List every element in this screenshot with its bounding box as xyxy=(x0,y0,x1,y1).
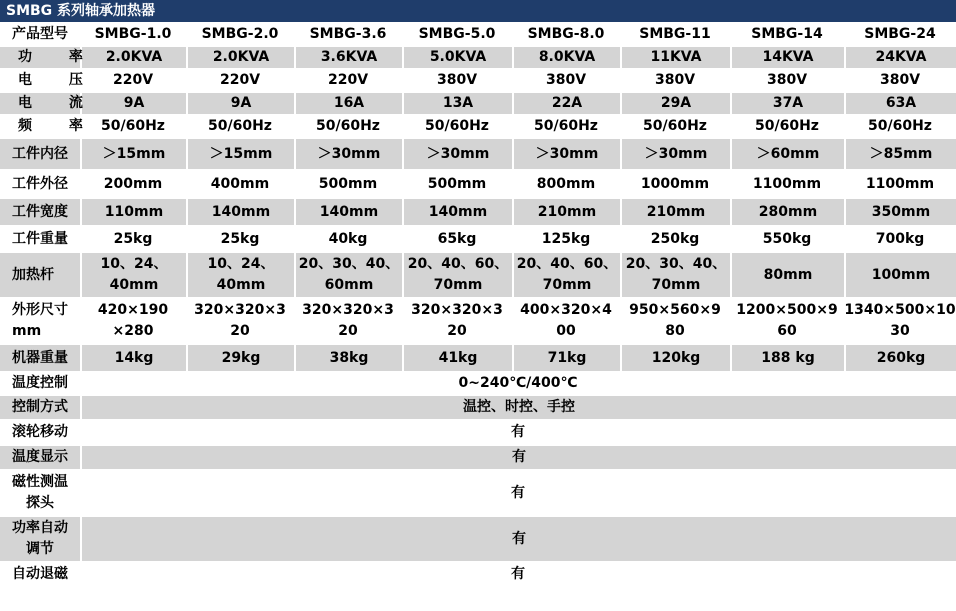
row-label: 电 流 xyxy=(0,93,80,114)
cell-line: 950×560×9 xyxy=(629,302,721,318)
table-cell xyxy=(512,253,620,297)
table-cell: 380V xyxy=(620,70,730,91)
cell-line: 320×320×3 xyxy=(302,302,394,318)
table-cell: 9A xyxy=(186,93,294,114)
row-label: 工件内径 xyxy=(0,139,80,169)
cell-line: 40mm xyxy=(216,277,266,293)
table-cell: 700kg xyxy=(844,227,956,251)
table-cell xyxy=(186,299,294,343)
table-row xyxy=(0,47,956,68)
table-cell: ＞85mm xyxy=(844,139,956,169)
cell-line: 20、30、40、 xyxy=(298,256,400,272)
table-cell: 50/60Hz xyxy=(730,116,844,137)
table-cell: 400mm xyxy=(186,171,294,197)
row-label xyxy=(0,471,80,515)
table-cell: 有 xyxy=(80,421,956,444)
table-cell: 220V xyxy=(186,70,294,91)
row-label: 工件外径 xyxy=(0,171,80,197)
table-cell xyxy=(512,299,620,343)
label-line: 调节 xyxy=(26,541,54,557)
table-cell: 110mm xyxy=(80,199,186,225)
cell-line: 20 xyxy=(338,323,358,339)
model-cell: SMBG-5.0 xyxy=(402,24,512,45)
row-label: 工件宽度 xyxy=(0,199,80,225)
row-label: 滚轮移动 xyxy=(0,421,80,444)
table-cell: 50/60Hz xyxy=(844,116,956,137)
table-cell: 16A xyxy=(294,93,402,114)
table-cell: 210mm xyxy=(512,199,620,225)
table-cell: ＞15mm xyxy=(80,139,186,169)
row-label: 电 压 xyxy=(0,70,80,91)
table-cell xyxy=(402,253,512,297)
cell-line: 1200×500×9 xyxy=(736,302,838,318)
table-cell: ＞60mm xyxy=(730,139,844,169)
cell-line: ×280 xyxy=(112,323,154,339)
model-cell: SMBG-3.6 xyxy=(294,24,402,45)
table-cell: 350mm xyxy=(844,199,956,225)
table-cell: 37A xyxy=(730,93,844,114)
table-cell: ＞30mm xyxy=(294,139,402,169)
cell-line: 40mm xyxy=(109,277,159,293)
table-row xyxy=(0,446,956,469)
cell-line: 10、24、 xyxy=(100,256,168,272)
cell-line: 1340×500×10 xyxy=(844,302,956,318)
table-cell: 2.0KVA xyxy=(186,47,294,68)
table-cell: 220V xyxy=(294,70,402,91)
label-line: 外形尺寸 xyxy=(12,302,68,318)
table-cell xyxy=(844,299,956,343)
table-cell: 140mm xyxy=(402,199,512,225)
table-cell xyxy=(80,253,186,297)
cell-line: 60 xyxy=(777,323,797,339)
table-cell: 188 kg xyxy=(730,345,844,371)
row-label: 频 率 xyxy=(0,116,80,137)
cell-line: 320×320×3 xyxy=(194,302,286,318)
table-cell: 1000mm xyxy=(620,171,730,197)
table-row xyxy=(0,517,956,561)
table-cell xyxy=(844,253,956,297)
table-cell: 65kg xyxy=(402,227,512,251)
table-cell: 120kg xyxy=(620,345,730,371)
table-row xyxy=(0,471,956,515)
table-cell: 280mm xyxy=(730,199,844,225)
table-cell: 14KVA xyxy=(730,47,844,68)
table-row xyxy=(0,227,956,251)
row-label: 工件重量 xyxy=(0,227,80,251)
cell-line: 70mm xyxy=(433,277,483,293)
table-row xyxy=(0,116,956,137)
table-row xyxy=(0,253,956,297)
row-label xyxy=(0,517,80,561)
label-line: mm xyxy=(12,323,42,339)
table-cell: 2.0KVA xyxy=(80,47,186,68)
table-cell: 25kg xyxy=(186,227,294,251)
cell-line: 80mm xyxy=(763,266,813,283)
table-cell: 有 xyxy=(80,517,956,561)
table-cell: 41kg xyxy=(402,345,512,371)
cell-line: 20 xyxy=(447,323,467,339)
table-cell: 11KVA xyxy=(620,47,730,68)
cell-line: 80 xyxy=(665,323,685,339)
table-cell: 9A xyxy=(80,93,186,114)
table-cell: 3.6KVA xyxy=(294,47,402,68)
row-label: 自动退磁 xyxy=(0,563,80,586)
table-cell xyxy=(294,299,402,343)
table-cell: 29A xyxy=(620,93,730,114)
table-cell: 50/60Hz xyxy=(294,116,402,137)
row-label xyxy=(0,299,80,343)
table-row xyxy=(0,563,956,586)
table-cell: 8.0KVA xyxy=(512,47,620,68)
cell-line: 20、40、60、 xyxy=(407,256,509,272)
table-cell xyxy=(730,299,844,343)
table-cell: 200mm xyxy=(80,171,186,197)
table-title: SMBG 系列轴承加热器 xyxy=(0,0,956,22)
model-cell: SMBG-2.0 xyxy=(186,24,294,45)
table-cell: 380V xyxy=(512,70,620,91)
label-line: 探头 xyxy=(26,495,54,511)
table-cell xyxy=(80,299,186,343)
header-label: 产品型号 xyxy=(0,24,80,45)
spec-table xyxy=(0,22,956,588)
table-cell xyxy=(294,253,402,297)
cell-line: 10、24、 xyxy=(207,256,275,272)
row-label: 加热杆 xyxy=(0,253,80,297)
table-cell: 50/60Hz xyxy=(80,116,186,137)
table-cell: ＞15mm xyxy=(186,139,294,169)
table-row xyxy=(0,421,956,444)
table-cell: 380V xyxy=(844,70,956,91)
model-cell: SMBG-8.0 xyxy=(512,24,620,45)
table-cell: 63A xyxy=(844,93,956,114)
table-row xyxy=(0,93,956,114)
table-cell: 140mm xyxy=(186,199,294,225)
table-cell xyxy=(620,299,730,343)
row-label: 温度控制 xyxy=(0,373,80,394)
table-row xyxy=(0,199,956,225)
table-cell: 260kg xyxy=(844,345,956,371)
table-cell: 0~240℃/400℃ xyxy=(80,373,956,394)
table-cell: 1100mm xyxy=(730,171,844,197)
table-row xyxy=(0,70,956,91)
table-row xyxy=(0,299,956,343)
table-cell: 25kg xyxy=(80,227,186,251)
table-cell: ＞30mm xyxy=(402,139,512,169)
table-cell xyxy=(620,253,730,297)
table-row xyxy=(0,171,956,197)
table-cell: 550kg xyxy=(730,227,844,251)
table-cell: 有 xyxy=(80,563,956,586)
cell-line: 30 xyxy=(890,323,910,339)
table-cell: 800mm xyxy=(512,171,620,197)
table-row xyxy=(0,139,956,169)
table-cell: 140mm xyxy=(294,199,402,225)
cell-line: 00 xyxy=(556,323,576,339)
table-row xyxy=(0,345,956,371)
table-cell xyxy=(186,253,294,297)
table-cell: 125kg xyxy=(512,227,620,251)
table-cell: 24KVA xyxy=(844,47,956,68)
table-cell: 380V xyxy=(402,70,512,91)
table-cell: 250kg xyxy=(620,227,730,251)
table-cell: 380V xyxy=(730,70,844,91)
table-cell: 40kg xyxy=(294,227,402,251)
table-cell: 22A xyxy=(512,93,620,114)
row-label: 功 率 xyxy=(0,47,80,68)
table-cell: 14kg xyxy=(80,345,186,371)
header-row xyxy=(0,24,956,45)
cell-line: 60mm xyxy=(324,277,374,293)
table-cell: 500mm xyxy=(294,171,402,197)
cell-line: 20 xyxy=(230,323,250,339)
table-cell: 71kg xyxy=(512,345,620,371)
table-cell: 50/60Hz xyxy=(402,116,512,137)
row-label: 温度显示 xyxy=(0,446,80,469)
table-cell xyxy=(402,299,512,343)
table-cell: 13A xyxy=(402,93,512,114)
table-cell: 5.0KVA xyxy=(402,47,512,68)
cell-line: 320×320×3 xyxy=(411,302,503,318)
table-row xyxy=(0,396,956,419)
table-cell: ＞30mm xyxy=(512,139,620,169)
cell-line: 20、40、60、 xyxy=(516,256,618,272)
model-cell: SMBG-14 xyxy=(730,24,844,45)
cell-line: 100mm xyxy=(871,266,931,283)
table-cell: ＞30mm xyxy=(620,139,730,169)
model-cell: SMBG-1.0 xyxy=(80,24,186,45)
table-cell: 1100mm xyxy=(844,171,956,197)
table-cell: 500mm xyxy=(402,171,512,197)
table-cell: 50/60Hz xyxy=(512,116,620,137)
cell-line: 420×190 xyxy=(97,302,169,318)
table-row xyxy=(0,373,956,394)
label-line: 磁性测温 xyxy=(12,474,68,490)
table-cell xyxy=(730,253,844,297)
table-cell: 温控、时控、手控 xyxy=(80,396,956,419)
cell-line: 20、30、40、 xyxy=(625,256,727,272)
table-cell: 220V xyxy=(80,70,186,91)
table-cell: 38kg xyxy=(294,345,402,371)
cell-line: 400×320×4 xyxy=(520,302,612,318)
row-label: 机器重量 xyxy=(0,345,80,371)
table-cell: 50/60Hz xyxy=(186,116,294,137)
cell-line: 70mm xyxy=(651,277,701,293)
model-cell: SMBG-11 xyxy=(620,24,730,45)
model-cell: SMBG-24 xyxy=(844,24,956,45)
cell-line: 70mm xyxy=(542,277,592,293)
table-cell: 210mm xyxy=(620,199,730,225)
table-cell: 29kg xyxy=(186,345,294,371)
label-line: 功率自动 xyxy=(12,520,68,536)
table-cell: 有 xyxy=(80,471,956,515)
table-cell: 50/60Hz xyxy=(620,116,730,137)
table-cell: 有 xyxy=(80,446,956,469)
row-label: 控制方式 xyxy=(0,396,80,419)
